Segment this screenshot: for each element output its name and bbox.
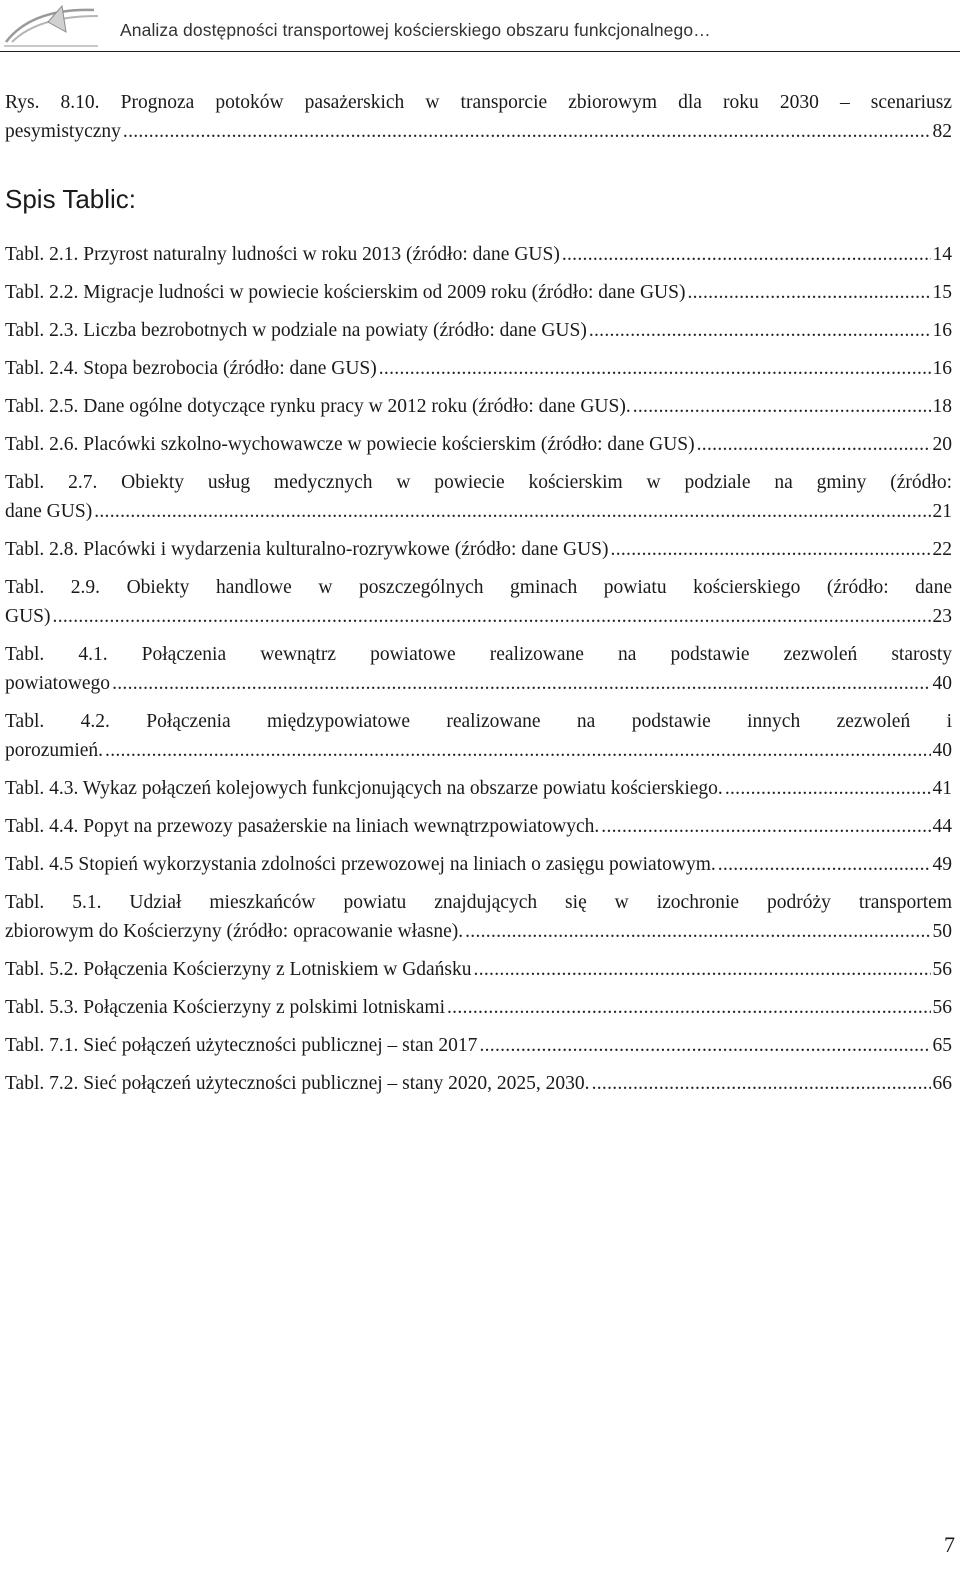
- entry-last-line: [5, 392, 952, 421]
- page-number: 7: [944, 1532, 955, 1557]
- entry-text: Tabl. 2.4. Stopa bezrobocia (źródło: dane GUS): [5, 358, 377, 379]
- entry-line: Rys. 8.10. Prognoza potoków pasażerskich w transporcie zbiorowym dla roku 2030 – scenariusz: [5, 92, 952, 113]
- entry-last-line: [5, 774, 952, 803]
- entry-text: porozumień.: [5, 740, 104, 761]
- entry-page: 66: [932, 1073, 952, 1094]
- entry-page: 23: [932, 606, 952, 627]
- dot-leader: [633, 392, 931, 421]
- entry-text: Tabl. 4.3. Wykaz połączeń kolejowych funkcjonujących na obszarze powiatu kościerskiego.: [5, 778, 723, 799]
- dot-leader: [379, 354, 931, 383]
- figure-entry[interactable]: [5, 88, 952, 146]
- dot-leader: [447, 993, 931, 1022]
- entry-page: 56: [932, 959, 952, 980]
- dot-leader: [592, 1069, 931, 1098]
- entry-text: Tabl. 2.1. Przyrost naturalny ludności w roku 2013 (źródło: dane GUS): [5, 244, 560, 265]
- entry-last-line: [5, 850, 952, 879]
- toc-entry[interactable]: [5, 240, 952, 269]
- toc-entry[interactable]: [5, 640, 952, 698]
- entry-page: 16: [932, 320, 952, 341]
- toc-entry[interactable]: [5, 1069, 952, 1098]
- toc-entry[interactable]: [5, 354, 952, 383]
- logo-icon: [2, 2, 100, 48]
- toc-entry[interactable]: [5, 888, 952, 946]
- entry-line: Tabl. 2.7. Obiekty usług medycznych w powiecie kościerskim w podziale na gminy (źródło:: [5, 472, 952, 493]
- toc-entry[interactable]: [5, 468, 952, 526]
- entry-page: 50: [932, 921, 952, 942]
- entry-last-line: [5, 812, 952, 841]
- dot-leader: [718, 850, 931, 879]
- dot-leader: [697, 430, 931, 459]
- dot-leader: [474, 955, 931, 984]
- entry-page: 40: [932, 740, 952, 761]
- entry-page: 65: [932, 1035, 952, 1056]
- dot-leader: [53, 602, 931, 631]
- entry-last-line: [5, 669, 952, 698]
- toc-entry[interactable]: [5, 955, 952, 984]
- entry-last-line: [5, 316, 952, 345]
- dot-leader: [105, 736, 930, 765]
- entry-page: 15: [932, 282, 952, 303]
- dot-leader: [479, 1031, 930, 1060]
- entry-text: Tabl. 4.5 Stopień wykorzystania zdolności przewozowej na liniach o zasięgu powiatowym.: [5, 854, 716, 875]
- dot-leader: [601, 812, 930, 841]
- entry-line: Tabl. 2.9. Obiekty handlowe w poszczególnych gminach powiatu kościerskiego (źródło: dane: [5, 577, 952, 598]
- entry-page: 21: [932, 501, 952, 522]
- entry-text: Tabl. 2.2. Migracje ludności w powiecie kościerskim od 2009 roku (źródło: dane GUS): [5, 282, 686, 303]
- entry-last-line: [5, 278, 952, 307]
- entry-page: 14: [932, 244, 952, 265]
- toc-entry[interactable]: [5, 278, 952, 307]
- dot-leader: [589, 316, 931, 345]
- entry-last-line: [5, 917, 952, 946]
- entry-last-line: [5, 602, 952, 631]
- section-title: Spis Tablic:: [5, 184, 137, 214]
- dot-leader: [94, 497, 930, 526]
- document-body: [5, 88, 952, 1107]
- entry-page: 44: [932, 816, 952, 837]
- dot-leader: [562, 240, 931, 269]
- entry-last-line: [5, 955, 952, 984]
- entry-page: 41: [932, 778, 952, 799]
- dot-leader: [725, 774, 931, 803]
- entry-page: 82: [932, 121, 952, 142]
- entry-page: 56: [932, 997, 952, 1018]
- dot-leader: [687, 278, 930, 307]
- entry-last-line: [5, 1069, 952, 1098]
- entry-line: Tabl. 4.2. Połączenia międzypowiatowe realizowane na podstawie innych zezwoleń i: [5, 711, 952, 732]
- entry-text: Tabl. 5.3. Połączenia Kościerzyny z polskimi lotniskami: [5, 997, 445, 1018]
- entry-text: Tabl. 5.2. Połączenia Kościerzyny z Lotniskiem w Gdańsku: [5, 959, 472, 980]
- header-title: Analiza dostępności transportowej kościerskiego obszaru funkcjonalnego…: [120, 20, 711, 40]
- entry-text: Tabl. 2.3. Liczba bezrobotnych w podziale na powiaty (źródło: dane GUS): [5, 320, 587, 341]
- entry-page: 40: [932, 673, 952, 694]
- toc-entry[interactable]: [5, 392, 952, 421]
- entry-text: powiatowego: [5, 673, 111, 694]
- entry-text: Tabl. 4.4. Popyt na przewozy pasażerskie na liniach wewnątrzpowiatowych.: [5, 816, 600, 837]
- toc-entry[interactable]: [5, 535, 952, 564]
- entry-text: Tabl. 7.2. Sieć połączeń użyteczności publicznej – stany 2020, 2025, 2030.: [5, 1073, 590, 1094]
- toc-entry[interactable]: [5, 1031, 952, 1060]
- header-divider: [0, 51, 960, 52]
- entry-text: Tabl. 2.8. Placówki i wydarzenia kulturalno-rozrywkowe (źródło: dane GUS): [5, 539, 609, 560]
- entry-text: zbiorowym do Kościerzyny (źródło: opracowanie własne).: [5, 921, 464, 942]
- toc-entry[interactable]: [5, 316, 952, 345]
- entry-page: 20: [932, 434, 952, 455]
- entry-text: Tabl. 2.5. Dane ogólne dotyczące rynku pracy w 2012 roku (źródło: dane GUS).: [5, 396, 631, 417]
- toc-entry[interactable]: [5, 430, 952, 459]
- entry-text: pesymistyczny: [5, 121, 121, 142]
- entry-last-line: [5, 993, 952, 1022]
- entry-last-line: [5, 497, 952, 526]
- entry-text: Tabl. 2.6. Placówki szkolno-wychowawcze w powiecie kościerskim (źródło: dane GUS): [5, 434, 695, 455]
- toc-entry[interactable]: [5, 707, 952, 765]
- dot-leader: [112, 669, 930, 698]
- entry-last-line: [5, 354, 952, 383]
- entry-last-line: [5, 535, 952, 564]
- dot-leader: [465, 917, 930, 946]
- entry-page: 22: [932, 539, 952, 560]
- entry-last-line: [5, 736, 952, 765]
- toc-entry[interactable]: [5, 850, 952, 879]
- dot-leader: [611, 535, 931, 564]
- toc-entry[interactable]: [5, 573, 952, 631]
- entry-line: Tabl. 5.1. Udział mieszkańców powiatu znajdujących się w izochronie podróży transportem: [5, 892, 952, 913]
- toc-entry[interactable]: [5, 812, 952, 841]
- entry-text: Tabl. 7.1. Sieć połączeń użyteczności publicznej – stan 2017: [5, 1035, 478, 1056]
- entry-line: Tabl. 4.1. Połączenia wewnątrz powiatowe realizowane na podstawie zezwoleń starosty: [5, 644, 952, 665]
- entry-page: 49: [932, 854, 952, 875]
- entry-text: dane GUS): [5, 501, 93, 522]
- entry-page: 16: [932, 358, 952, 379]
- entry-last-line: [5, 240, 952, 269]
- entry-last-line: [5, 430, 952, 459]
- entry-page: 18: [932, 396, 952, 417]
- toc-entry[interactable]: [5, 774, 952, 803]
- page-header: [0, 0, 960, 52]
- entry-last-line: [5, 117, 952, 146]
- entry-last-line: [5, 1031, 952, 1060]
- toc-entry[interactable]: [5, 993, 952, 1022]
- tables-list: [5, 240, 952, 1098]
- dot-leader: [123, 117, 931, 146]
- entry-text: GUS): [5, 606, 51, 627]
